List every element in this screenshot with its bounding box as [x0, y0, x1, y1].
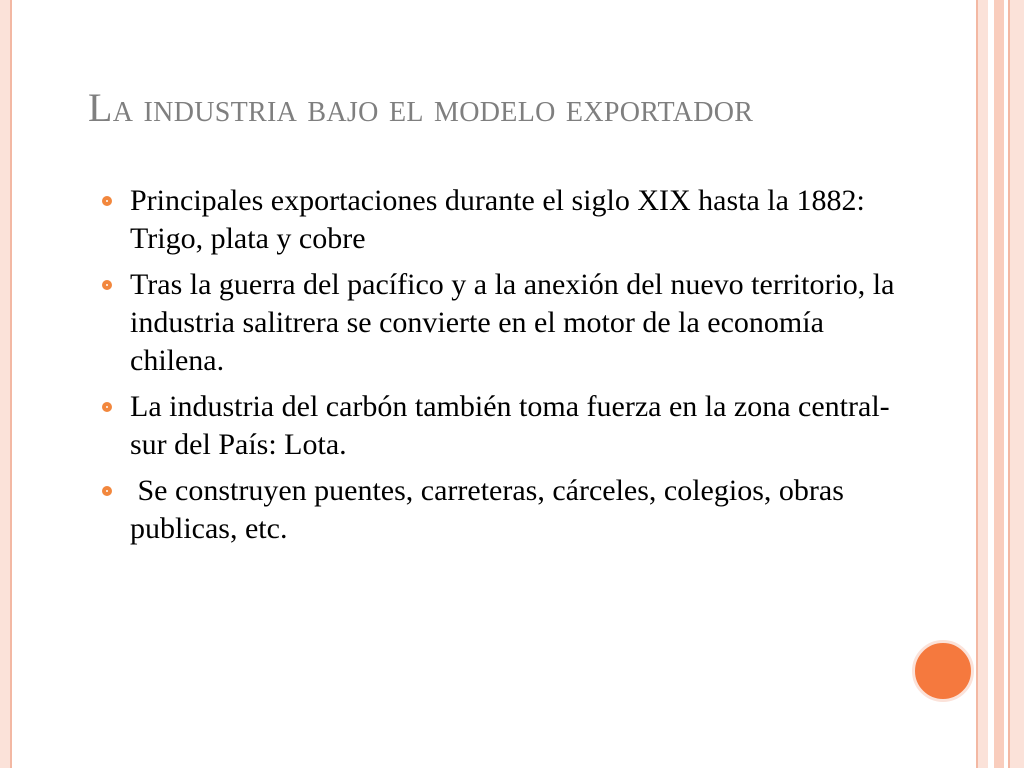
left-border-stripe	[0, 0, 12, 768]
bullet-ring-icon	[102, 486, 112, 496]
bullet-item	[100, 182, 900, 258]
bullet-ring-icon	[102, 402, 112, 412]
bullet-item	[100, 388, 900, 464]
bullet-text: La industria del carbón también toma fuerza en la zona central- sur del País: Lota.	[130, 390, 898, 461]
bullet-item	[100, 266, 900, 380]
right-border-stripe	[1008, 0, 1024, 768]
slide-title: La industria bajo el modelo exportador	[88, 85, 754, 130]
bullet-text: Se construyen puentes, carreteras, cárceles, colegios, obras publicas, etc.	[130, 474, 852, 545]
bullet-item	[100, 472, 900, 548]
right-border-stripe	[976, 0, 988, 768]
right-border-stripe	[994, 0, 1004, 768]
bullet-list	[100, 182, 900, 556]
bullet-text: Tras la guerra del pacífico y a la anexión del nuevo territorio, la industria salitrera se convierte en el motor de la economía chilena.	[130, 268, 902, 377]
bullet-ring-icon	[102, 280, 112, 290]
decorative-circle-icon	[912, 640, 974, 702]
bullet-text: Principales exportaciones durante el siglo XIX hasta la 1882: Trigo, plata y cobre	[130, 184, 872, 255]
bullet-ring-icon	[102, 196, 112, 206]
